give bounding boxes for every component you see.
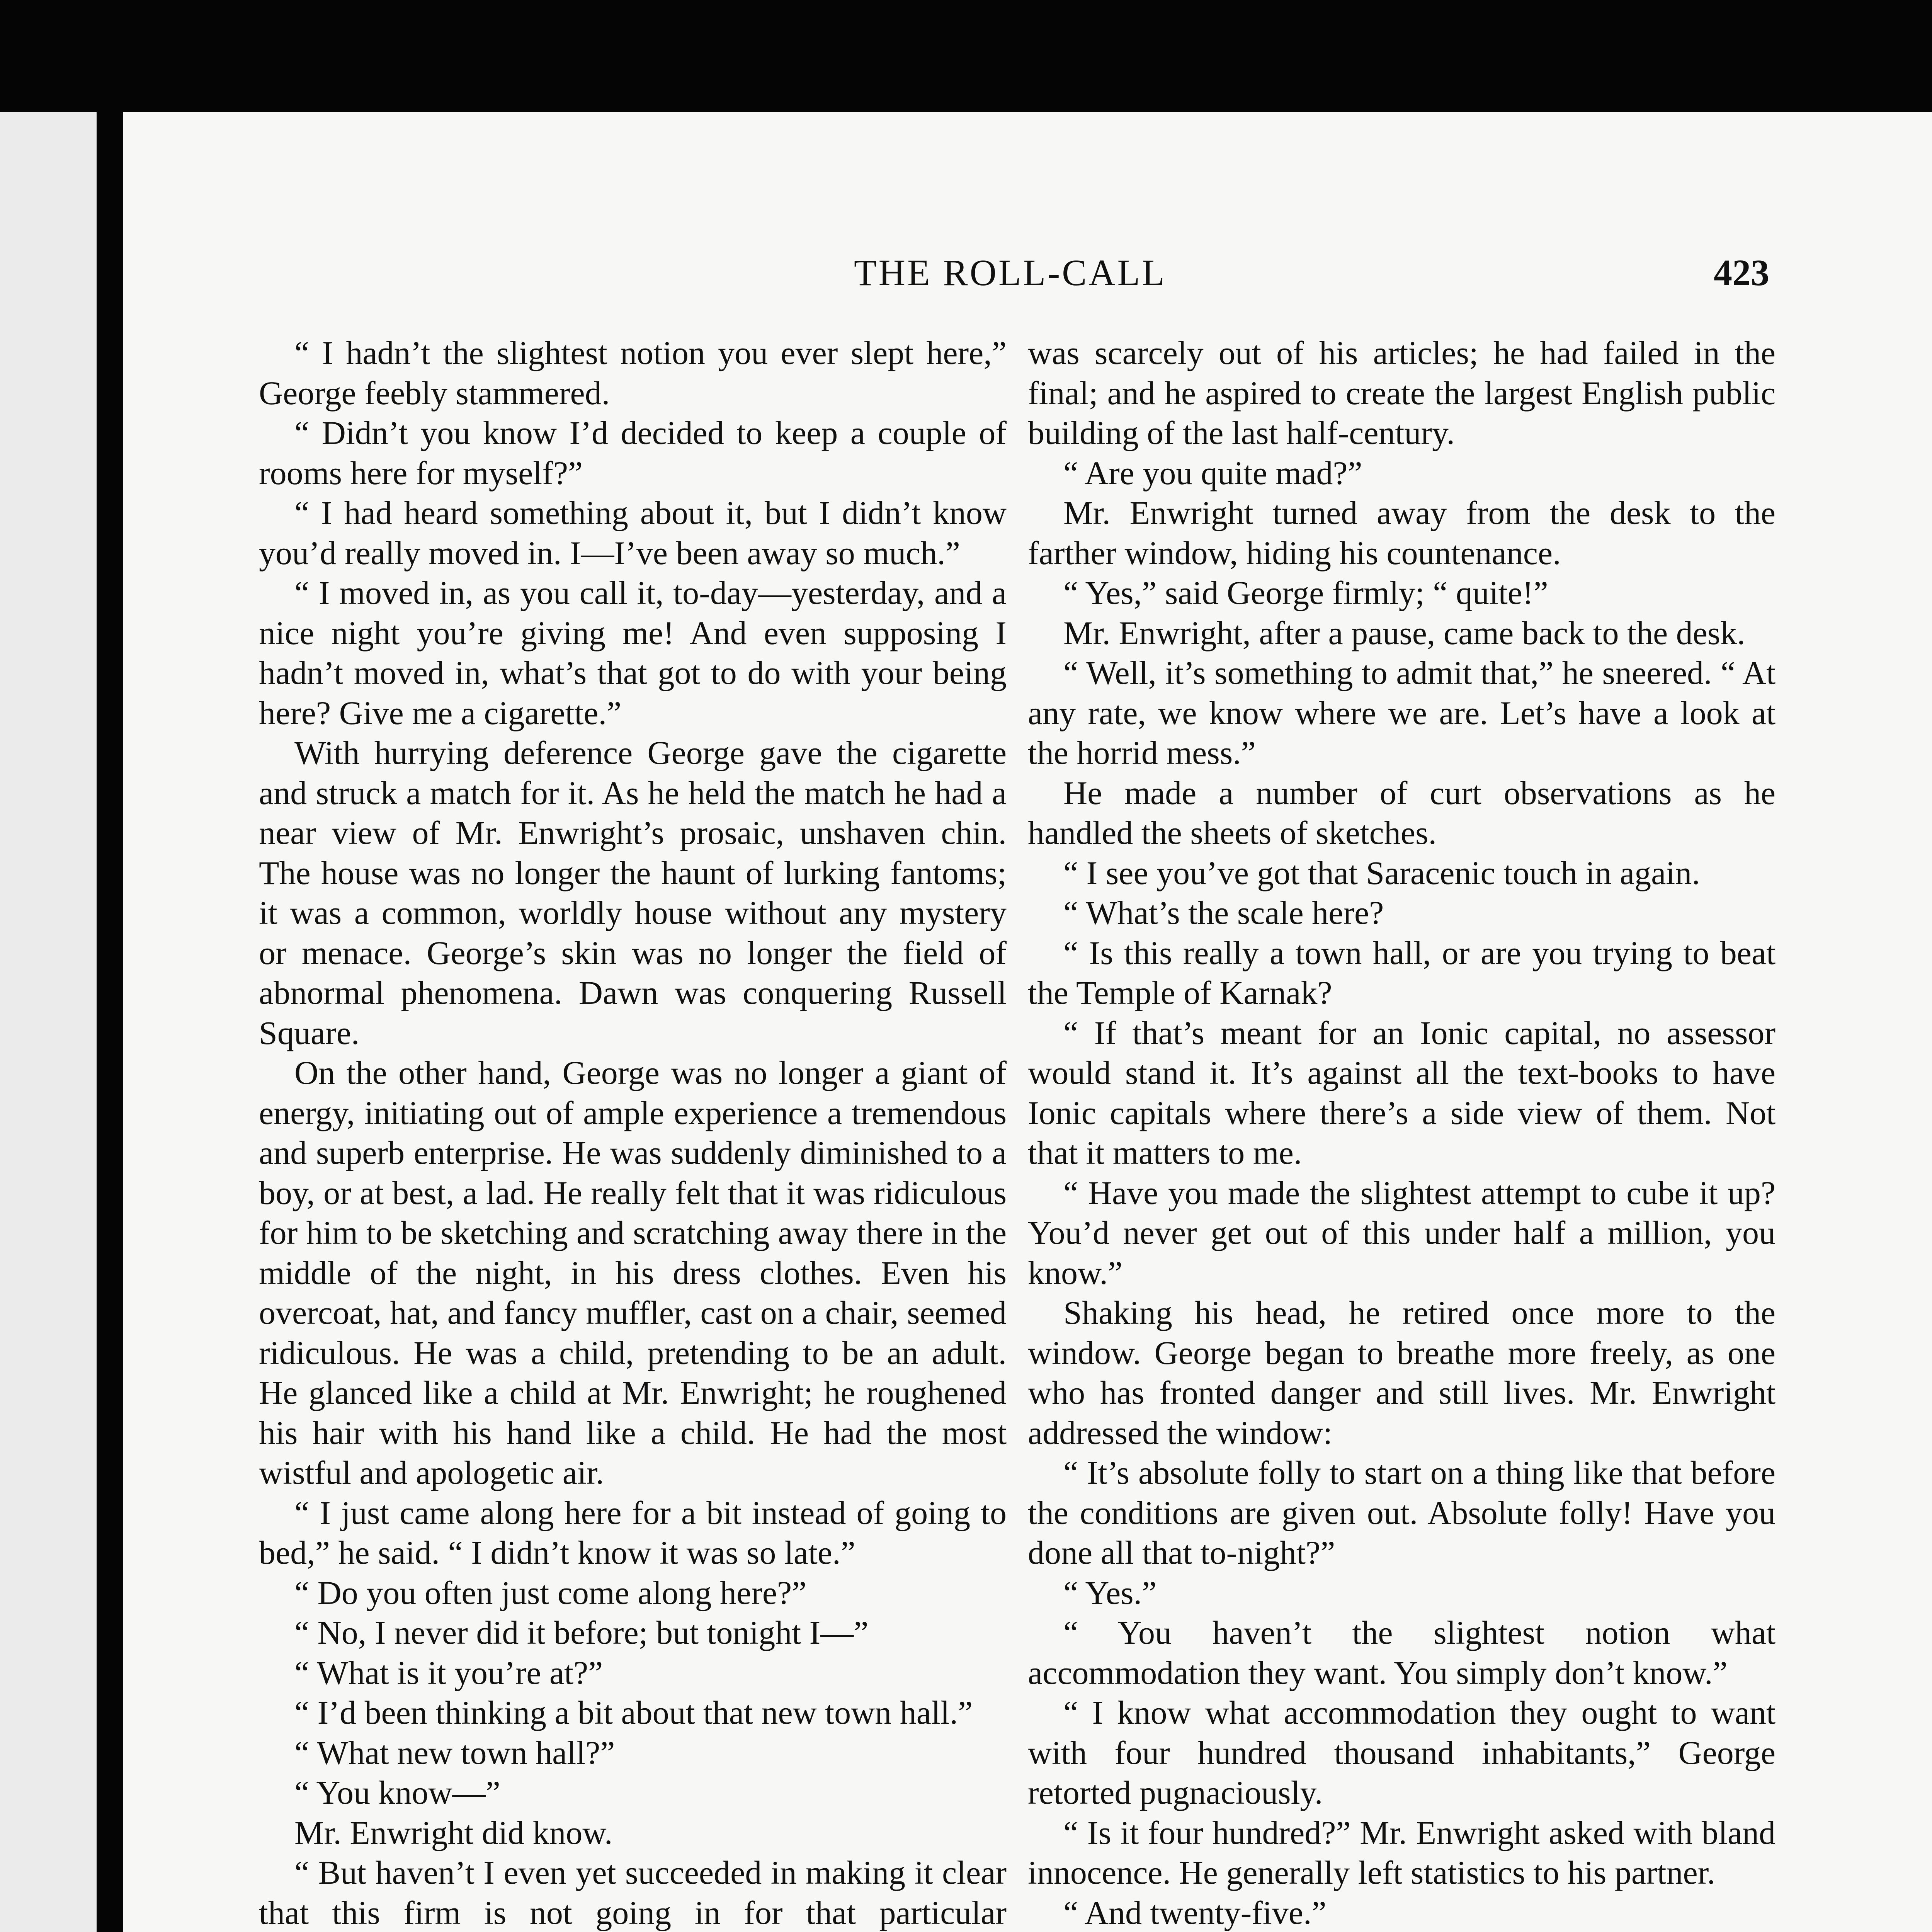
paragraph: “ Is it four hundred?” Mr. Enwright asked with bland innocence. He generally left statistics to his partner.	[1028, 1814, 1776, 1891]
paragraph: “ If that’s meant for an Ionic capital, no assessor would stand it. It’s against all the text-books to have Ionic capitals where there’s a side view of them. Not that it matters to me.	[1028, 1014, 1776, 1171]
paragraph: “ I hadn’t the slightest notion you ever slept here,” George feebly stammered.	[259, 334, 1007, 412]
paragraph: He made a number of curt observations as he handled the sheets of sketches.	[1028, 774, 1776, 851]
paragraph: “ No, I never did it before; but tonight I—”	[294, 1614, 869, 1651]
paragraph: On the other hand, George was no longer a giant of energy, initiating out of ample experience a tremendous and superb enterprise. He was suddenly diminished to a boy, or at best, a lad. He really felt that it was ridiculous for him to be sketching and scratching away there in the middle of the night, in his dress clothes. Even his overcoat, hat, and fancy muffler, cast on a chair, seemed ridiculous. He was a child, pretending to be an adult. He glanced like a child at Mr. Enwright; he roughened his hair with his hand like a child. He had the most wistful and apologetic air.	[259, 1054, 1007, 1491]
paragraph: “ I just came along here for a bit instead of going to bed,” he said. “ I didn’t know it was so late.”	[259, 1494, 1007, 1571]
paragraph: Shaking his head, he retired once more to the window. George began to breathe more freely, as one who has fronted danger and still lives. Mr. Enwright addressed the window:	[1028, 1294, 1776, 1451]
paragraph: “ You know—”	[294, 1774, 500, 1811]
paragraph: “ But haven’t I even yet succeeded in making it clear that this firm is not going in for that particular	[259, 1854, 1007, 1931]
paragraph: “ Are you quite mad?”	[1063, 454, 1362, 492]
paragraph: “ I had heard something about it, but I didn’t know you’d really moved in. I—I’ve been away so much.”	[259, 494, 1007, 571]
text-column-right	[1028, 333, 1776, 1932]
paragraph: “ Do you often just come along here?”	[294, 1574, 807, 1611]
paragraph: “ Yes,” said George firmly; “ quite!”	[1063, 574, 1548, 611]
page-number: 423	[1714, 252, 1769, 293]
paragraph: “ I know what accommodation they ought to want with four hundred thousand inhabitants,” George retorted pugnaciously.	[1028, 1694, 1776, 1811]
paragraph: “ What’s the scale here?	[1063, 894, 1384, 931]
paragraph: “ What is it you’re at?”	[294, 1654, 603, 1691]
paragraph: “ Yes.”	[1063, 1574, 1157, 1611]
paragraph: Mr. Enwright turned away from the desk to the farther window, hiding his countenance.	[1028, 494, 1776, 571]
paragraph: “ And twenty-five.”	[1063, 1894, 1327, 1931]
paragraph: “ You haven’t the slightest notion what accommodation they want. You simply don’t know.”	[1028, 1614, 1776, 1691]
adjacent-page-edge	[0, 112, 97, 1932]
paragraph: “ I’d been thinking a bit about that new town hall.”	[294, 1694, 973, 1731]
paragraph: “ Have you made the slightest attempt to cube it up? You’d never get out of this under half a million, you know.”	[1028, 1174, 1776, 1291]
paragraph: “ Well, it’s something to admit that,” he sneered. “ At any rate, we know where we are. Let’s have a look at the horrid mess.”	[1028, 654, 1776, 771]
text-column-left	[259, 333, 1007, 1932]
running-title: THE ROLL-CALL	[854, 252, 1167, 293]
paragraph: “ Didn’t you know I’d decided to keep a couple of rooms here for myself?”	[259, 414, 1007, 492]
paragraph: was scarcely out of his articles; he had failed in the final; and he aspired to create the largest English public building of the last half-century.	[1028, 334, 1776, 451]
paragraph: “ Is this really a town hall, or are you trying to beat the Temple of Karnak?	[1028, 934, 1776, 1011]
paragraph: Mr. Enwright, after a pause, came back to the desk.	[1063, 614, 1745, 651]
paragraph: “ It’s absolute folly to start on a thing like that before the conditions are given out. Absolute folly! Have you done all that to-night?”	[1028, 1454, 1776, 1571]
paragraph: “ I moved in, as you call it, to-day—yesterday, and a nice night you’re giving me! And even supposing I hadn’t moved in, what’s that got to do with your being here? Give me a cigarette.”	[259, 574, 1007, 731]
paragraph: Mr. Enwright did know.	[294, 1814, 613, 1851]
paragraph: “ What new town hall?”	[294, 1734, 615, 1771]
paragraph: With hurrying deference George gave the cigarette and struck a match for it. As he held the match he had a near view of Mr. Enwright’s prosaic, unshaven chin. The house was no longer the haunt of lurking fantoms; it was a common, worldly house without any mystery or menace. George’s skin was no longer the field of abnormal phenomena. Dawn was conquering Russell Square.	[259, 734, 1007, 1051]
paragraph: “ I see you’ve got that Saracenic touch in again.	[1063, 854, 1700, 891]
